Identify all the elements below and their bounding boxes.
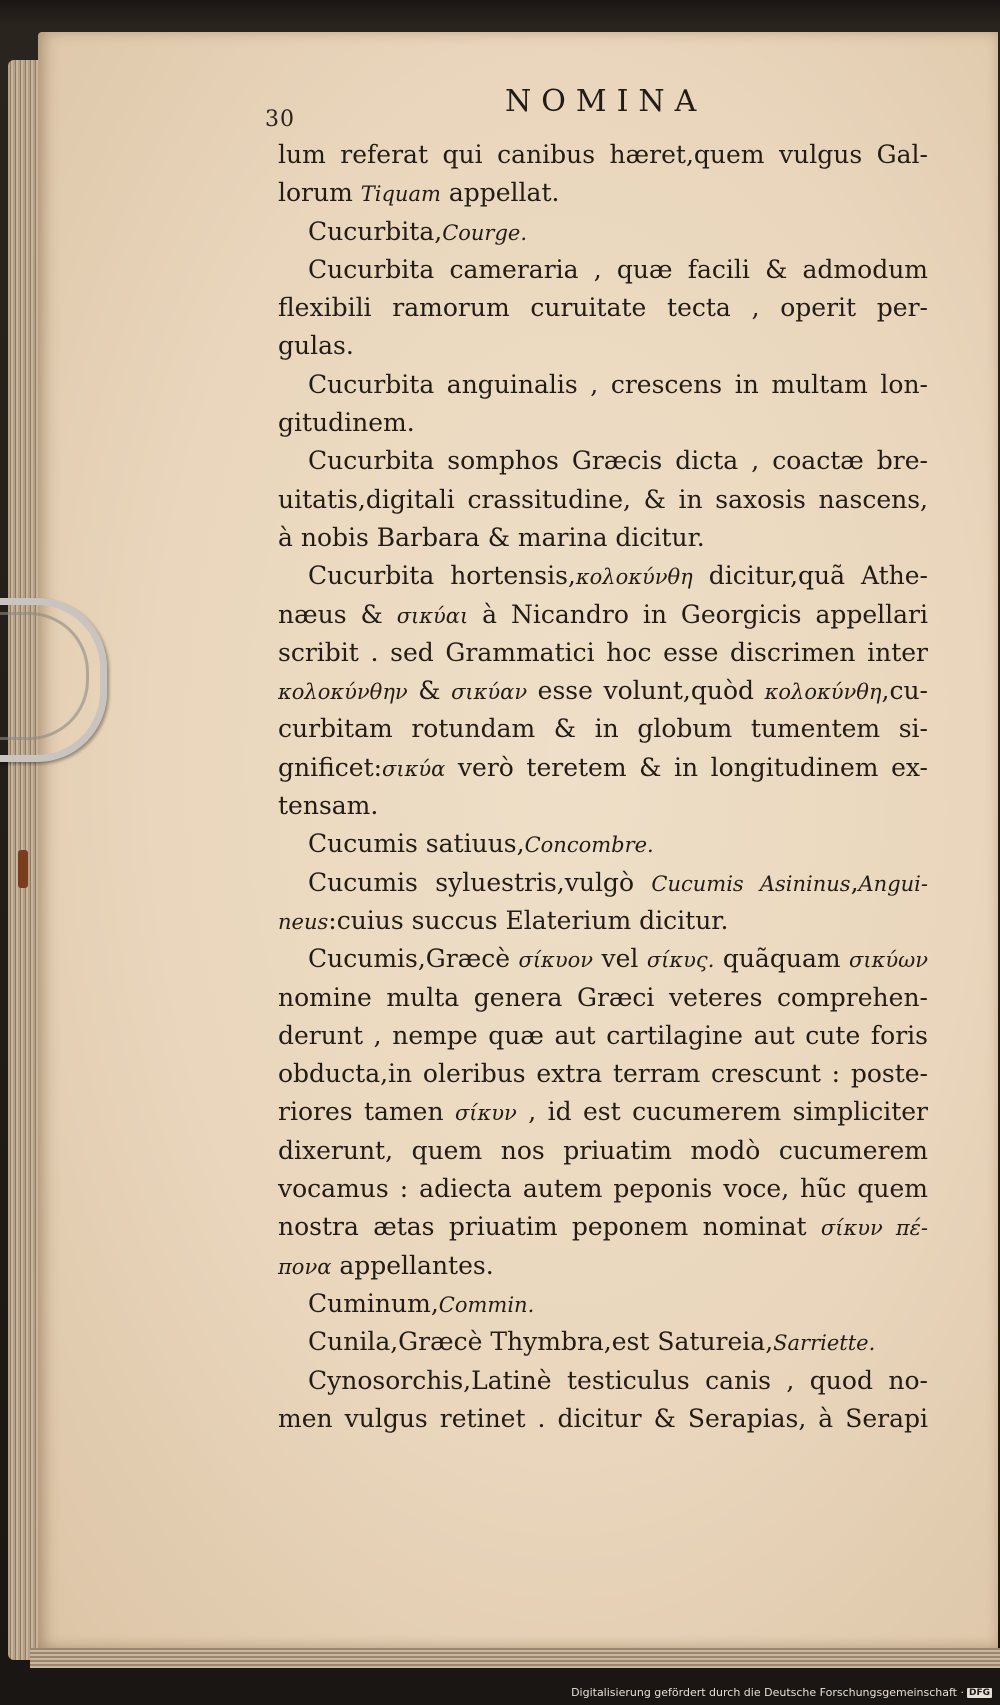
text-line bbox=[278, 289, 928, 327]
italic-text: κολοκύνθην bbox=[278, 680, 408, 705]
text-line bbox=[278, 1170, 928, 1208]
text-line bbox=[278, 174, 928, 212]
text-segment: Cucumis,Græcè bbox=[308, 944, 519, 974]
text-line bbox=[278, 136, 928, 174]
footer-credit: Digitalisierung gefördert durch die Deutsche Forschungsgemeinschaft · bbox=[571, 1686, 964, 1699]
text-segment: lum referat qui canibus hæret,quem vulgus Gal- bbox=[278, 140, 928, 169]
text-line bbox=[278, 1285, 928, 1323]
italic-text: σικύαν bbox=[451, 680, 528, 705]
italic-text: neus bbox=[278, 909, 329, 934]
text-segment: & bbox=[407, 676, 452, 706]
text-line bbox=[278, 442, 928, 480]
text-segment: Cynosorchis,Latinè testiculus canis , quod no- bbox=[308, 1365, 928, 1395]
text-line bbox=[278, 710, 928, 748]
text-segment: à nobis Barbara & marina dicitur. bbox=[278, 522, 705, 552]
text-line bbox=[278, 327, 928, 365]
italic-text: Angui- bbox=[858, 871, 928, 896]
text-segment: Cucumis satiuus, bbox=[308, 829, 525, 859]
text-segment: , id est cucumerem simpliciter bbox=[516, 1097, 928, 1127]
text-segment: riores tamen bbox=[278, 1097, 455, 1127]
digitization-footer bbox=[571, 1686, 992, 1699]
text-line bbox=[278, 1247, 928, 1285]
text-segment: Cucurbita cameraria , quæ facili & admodum bbox=[308, 254, 928, 284]
text-segment: ,cu- bbox=[881, 676, 928, 706]
text-line bbox=[278, 864, 928, 902]
text-line bbox=[278, 1208, 928, 1246]
text-segment: gitudinem. bbox=[278, 408, 415, 438]
text-segment: à Nicandro in Georgicis appellari bbox=[468, 599, 928, 629]
text-segment: gulas. bbox=[278, 331, 354, 361]
text-line bbox=[278, 634, 928, 672]
text-line bbox=[278, 251, 928, 289]
text-line bbox=[278, 213, 928, 251]
text-segment: gnificet: bbox=[278, 752, 383, 782]
dfg-logo: DFG bbox=[968, 1687, 990, 1698]
text-segment: nostra ætas priuatim peponem nominat bbox=[278, 1212, 821, 1242]
text-segment: scribit . sed Grammatici hoc esse discrimen inter bbox=[278, 637, 928, 667]
italic-text: Cucumis Asininus bbox=[651, 871, 851, 896]
italic-text: Commin. bbox=[438, 1292, 535, 1317]
text-segment: quãquam bbox=[714, 944, 849, 974]
text-line bbox=[278, 366, 928, 404]
text-line bbox=[278, 1323, 928, 1361]
italic-text: Sarriette. bbox=[773, 1331, 876, 1356]
book-bottom-edge bbox=[30, 1648, 1000, 1668]
italic-text: σίκυς. bbox=[646, 948, 715, 973]
page-stain bbox=[18, 850, 28, 888]
italic-text: κολοκύνθη bbox=[764, 680, 882, 705]
text-line bbox=[278, 940, 928, 978]
italic-text: σικύαι bbox=[396, 603, 469, 628]
text-segment: dixerunt, quem nos priuatim modò cucumerem bbox=[278, 1135, 928, 1165]
italic-text: σικύα bbox=[382, 756, 446, 781]
text-segment: appellantes. bbox=[331, 1250, 494, 1280]
italic-text: κολοκύνθη bbox=[575, 565, 693, 590]
text-line bbox=[278, 1132, 928, 1170]
italic-text: σικύων bbox=[849, 948, 928, 973]
text-segment: obducta,in oleribus extra terram crescunt : poste- bbox=[278, 1059, 928, 1089]
italic-text: σίκυν bbox=[454, 1101, 517, 1126]
italic-text: πονα bbox=[278, 1254, 332, 1279]
text-segment: derunt , nempe quæ aut cartilagine aut cute foris bbox=[278, 1020, 928, 1050]
text-line bbox=[278, 672, 928, 710]
text-line bbox=[278, 1400, 928, 1438]
text-segment: men vulgus retinet . dicitur & Serapias, à Serapi bbox=[278, 1403, 928, 1433]
text-segment: verò teretem & in longitudinem ex- bbox=[445, 752, 928, 782]
running-head: NOMINA bbox=[505, 84, 707, 119]
text-line bbox=[278, 1055, 928, 1093]
text-segment: uitatis,digitali crassitudine, & in saxosis nascens, bbox=[278, 484, 928, 514]
text-segment: esse volunt,quòd bbox=[527, 676, 765, 706]
text-line bbox=[278, 787, 928, 825]
text-segment: appellat. bbox=[440, 178, 560, 208]
text-segment: Cunila,Græcè Thymbra,est Satureia, bbox=[308, 1327, 774, 1357]
italic-text: σίκυν πέ- bbox=[820, 1216, 928, 1241]
text-line bbox=[278, 979, 928, 1017]
text-segment: nomine multa genera Græci veteres comprehen- bbox=[278, 982, 928, 1012]
text-segment: vocamus : adiecta autem peponis voce, hũc quem bbox=[278, 1174, 928, 1204]
text-segment: Cucurbita hortensis, bbox=[308, 561, 576, 591]
text-line bbox=[278, 481, 928, 519]
text-line bbox=[278, 557, 928, 595]
text-line bbox=[278, 749, 928, 787]
text-line bbox=[278, 1093, 928, 1131]
text-segment: , bbox=[850, 867, 859, 897]
text-segment: dicitur,quã Athe- bbox=[692, 561, 929, 591]
text-segment: lorum bbox=[278, 178, 361, 208]
text-line bbox=[278, 596, 928, 634]
italic-text: Courge. bbox=[442, 220, 528, 245]
text-segment: Cucurbita anguinalis , crescens in multam lon- bbox=[308, 369, 928, 399]
text-segment: Cucumis syluestris,vulgò bbox=[308, 867, 652, 897]
text-line bbox=[278, 825, 928, 863]
text-segment: flexibili ramorum curuitate tecta , operit per- bbox=[278, 293, 928, 323]
text-line bbox=[278, 902, 928, 940]
text-line bbox=[278, 519, 928, 557]
text-segment: :cuius succus Elaterium dicitur. bbox=[328, 905, 729, 935]
page-number: 30 bbox=[265, 107, 295, 132]
italic-text: Concombre. bbox=[524, 833, 654, 858]
text-line bbox=[278, 1017, 928, 1055]
italic-text: Tiquam bbox=[360, 182, 441, 207]
text-line bbox=[278, 1362, 928, 1400]
text-segment: tensam. bbox=[278, 791, 379, 821]
text-segment: curbitam rotundam & in globum tumentem si- bbox=[278, 714, 928, 744]
text-block bbox=[278, 136, 928, 1438]
text-segment: næus & bbox=[278, 599, 397, 629]
italic-text: σίκυον bbox=[518, 948, 593, 973]
text-segment: Cucurbita, bbox=[308, 216, 443, 246]
text-segment: Cucurbita somphos Græcis dicta , coactæ bre- bbox=[308, 446, 928, 476]
text-segment: Cuminum, bbox=[308, 1288, 439, 1318]
text-segment: vel bbox=[593, 944, 647, 974]
text-line bbox=[278, 404, 928, 442]
